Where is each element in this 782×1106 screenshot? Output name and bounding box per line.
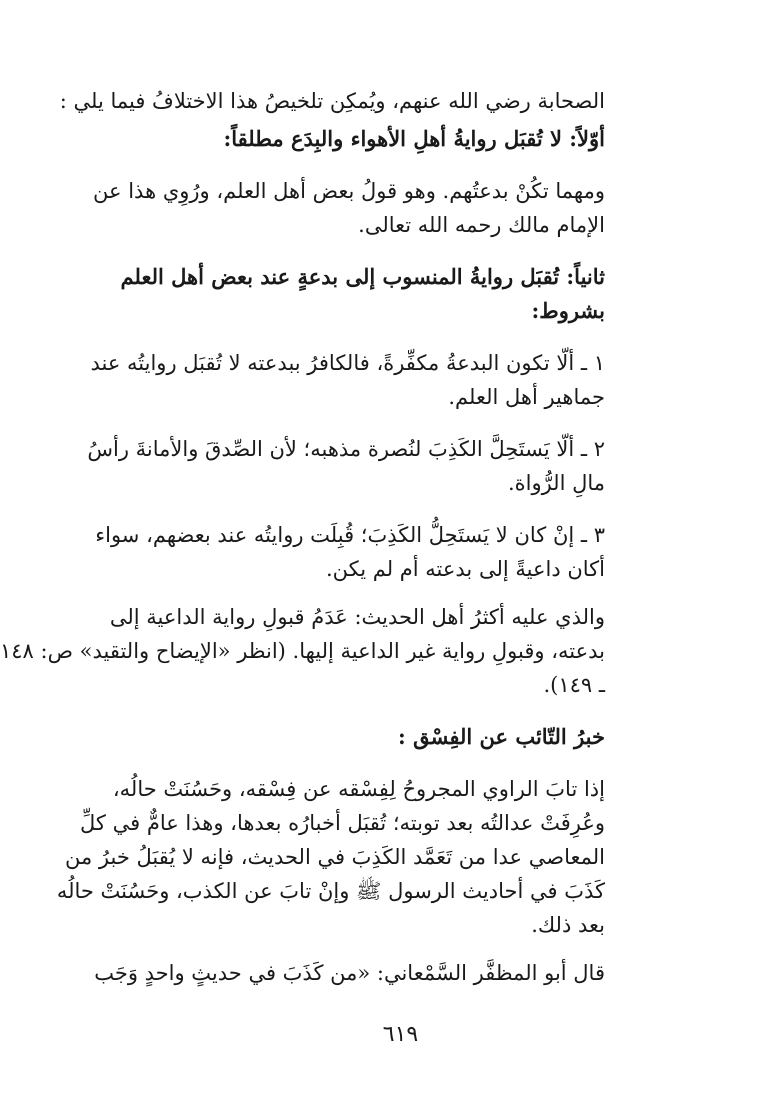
page-body [0, 84, 605, 990]
paragraph-line: المعاصي عدا من تَعَمَّد الكَذِبَ في الحديث، فإنه لا يُقبَلُ خبرُ من [64, 845, 605, 869]
paragraph-line: إذا تابَ الراوي المجروحُ لِفِسْقه عن فِسْقه، وحَسُنَتْ حالُه، [112, 777, 605, 801]
paragraph-line: ١ ـ ألّا تكون البدعةُ مكفِّرةً، فالكافرُ ببدعته لا تُقبَل روايتُه عند [90, 351, 605, 375]
paragraph-line: بدعته، وقبولِ رواية غير الداعية إليها. (انظر «الإيضاح والتقيد» ص: ١٤٨ [0, 639, 605, 663]
paragraph-line: بعد ذلك. [531, 913, 605, 937]
paragraph-line: مالِ الرُّواة. [507, 471, 605, 495]
paragraph-majority [0, 600, 605, 702]
paragraph-line: والذي عليه أكثرُ أهل الحديث: عَدَمُ قبولِ رواية الداعية إلى [109, 605, 605, 629]
heading-first: أوّلاً: لا تُقبَل روايةُ أهلِ الأهواء والبِدَع مطلقاً: [223, 126, 605, 151]
paragraph-line: جماهير أهل العلم. [448, 385, 605, 409]
intro-line: الصحابة رضي الله عنهم، ويُمكِن تلخيصُ هذا الاختلافُ فيما يلي : [59, 89, 605, 113]
paragraph-line: الإمام مالك رحمه الله تعالى. [358, 213, 605, 237]
condition-2 [87, 432, 605, 500]
quote-line: قال أبو المظفَّر السَّمْعاني: «من كَذَبَ في حديثٍ واحدٍ وَجَب [94, 961, 605, 985]
heading-line: ثانياً: تُقبَل روايةُ المنسوب إلى بدعةٍ عند بعض أهل العلم [120, 264, 605, 289]
paragraph-line: وعُرِفَتْ عدالتُه بعد توبته؛ تُقبَل أخبارُه بعدها، وهذا عامٌّ في كلِّ [80, 811, 605, 835]
paragraph-line: ومهما تكُنْ بدعتُهم. وهو قولُ بعض أهل العلم، ورُوِي هذا عن [93, 179, 605, 203]
paragraph-first [93, 174, 605, 242]
heading-second [97, 260, 605, 328]
heading-repentant: خبرُ التّائب عن الفِسْق : [398, 724, 605, 749]
paragraph-line: كَذَبَ في أحاديث الرسول ﷺ وإنْ تابَ عن الكذب، وحَسُنَتْ حالُه [56, 879, 605, 903]
paragraph-repentant [56, 772, 605, 942]
page-number: ٦١٩ [382, 1022, 419, 1047]
condition-3 [97, 518, 605, 586]
paragraph-line: ٢ ـ ألّا يَستَحِلَّ الكَذِبَ لنُصرة مذهبه؛ لأن الصِّدقَ والأمانةَ رأسُ [87, 437, 605, 461]
condition-1 [90, 346, 605, 414]
paragraph-line: ـ ١٤٩). [543, 673, 605, 697]
paragraph-line: أكان داعيةً إلى بدعته أم لم يكن. [325, 557, 605, 581]
heading-line: بشروط: [531, 298, 605, 323]
paragraph-line: ٣ ـ إنْ كان لا يَستَحِلُّ الكَذِبَ؛ قُبِلَت روايتُه عند بعضهم، سواء [95, 523, 605, 547]
